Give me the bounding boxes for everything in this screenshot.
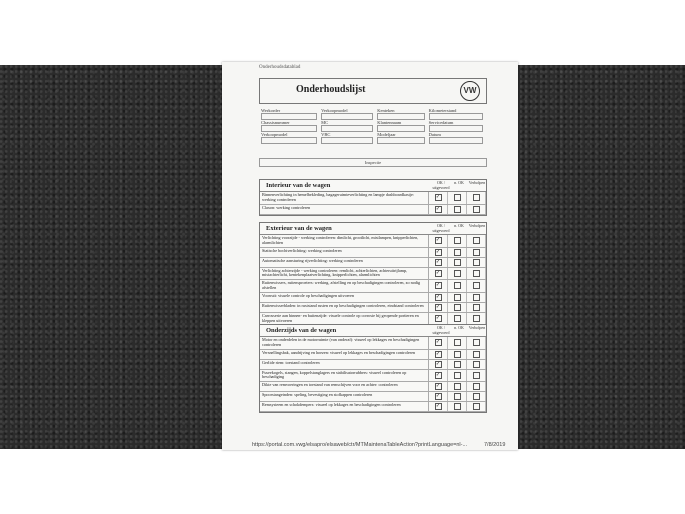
nok-checkbox[interactable] [454, 372, 461, 379]
check-label: Spoorstangeinden: speling, bevestiging en stofkappen controleren [260, 392, 429, 401]
verholpen-checkbox[interactable] [473, 206, 480, 213]
check-label: Binnenverlichting in hemelbekleding, bagageruimteverlichting en lampje dashboardkastje: werking controleren [260, 192, 429, 204]
check-row [260, 337, 486, 350]
info-label: Kenteken [377, 108, 395, 113]
nok-checkbox[interactable] [454, 383, 461, 390]
nok-checkbox[interactable] [454, 361, 461, 368]
nok-checkbox[interactable] [454, 237, 461, 244]
info-value-box [429, 125, 483, 132]
col-ok: OK / uitgevoerd [432, 223, 450, 233]
info-value-box [429, 137, 483, 144]
ok-checkbox[interactable]: ✓ [435, 350, 441, 357]
check-row [260, 370, 486, 383]
verholpen-checkbox[interactable] [473, 304, 480, 311]
ok-checkbox[interactable]: ✓ [435, 315, 441, 322]
check-label: Verlichting achterzijde - werking controleren: remlicht, achterlichten, achteruitrijlamp, mistachterlicht, kentekenplaatverlichting, knipperlichten, alarmlichten [260, 268, 429, 280]
check-row [260, 382, 486, 392]
check-row [260, 402, 486, 412]
check-row [260, 248, 486, 258]
info-value-box [321, 113, 373, 120]
ok-checkbox[interactable]: ✓ [435, 258, 441, 265]
info-label: Chassisnummer [261, 120, 290, 125]
ok-checkbox[interactable]: ✓ [435, 293, 441, 300]
nok-checkbox[interactable] [454, 403, 461, 410]
col-ok: OK / uitgevoerd [432, 180, 450, 190]
verholpen-checkbox[interactable] [473, 282, 480, 289]
check-row [260, 350, 486, 360]
verholpen-checkbox[interactable] [473, 315, 480, 322]
col-ok: OK / uitgevoerd [432, 325, 450, 335]
info-value-box [377, 125, 424, 132]
info-label: MC [321, 120, 329, 125]
info-value-box [261, 125, 317, 132]
check-label: Remsysteem en schokdempers: visueel op lekkages en beschadigingen controleren [260, 402, 429, 411]
col-verholpen: Verholpen [468, 223, 486, 228]
info-label: Modeljaar [377, 132, 396, 137]
check-label: Voorruit: visuele controle op beschadigingen uitvoeren [260, 293, 429, 302]
nok-checkbox[interactable] [454, 206, 461, 213]
nok-checkbox[interactable] [454, 282, 461, 289]
check-row [260, 235, 486, 248]
ok-checkbox[interactable]: ✓ [435, 282, 441, 289]
nok-checkbox[interactable] [454, 270, 461, 277]
check-label: Automatische aansturing rijverlichting: werking controleren [260, 258, 429, 267]
check-label: Motor en onderdelen in de motorruimte (van onderaf): visueel op lekkages en beschadigingen controleren [260, 337, 429, 349]
check-label: Claxon: werking controleren [260, 205, 429, 214]
ok-checkbox[interactable]: ✓ [435, 237, 441, 244]
nok-checkbox[interactable] [454, 351, 461, 358]
ok-checkbox[interactable]: ✓ [435, 360, 441, 367]
info-label: Verkoopmodel [261, 132, 288, 137]
verholpen-checkbox[interactable] [473, 294, 480, 301]
ok-checkbox[interactable]: ✓ [435, 269, 441, 276]
ok-checkbox[interactable]: ✓ [435, 339, 441, 346]
check-row [260, 360, 486, 370]
check-row [260, 392, 486, 402]
verholpen-checkbox[interactable] [473, 259, 480, 266]
ok-checkbox[interactable]: ✓ [435, 383, 441, 390]
info-label: Klantennaam [377, 120, 402, 125]
section-title: Onderzijds van de wagen [266, 327, 337, 334]
info-value-box [261, 113, 317, 120]
check-label: Ruitenwissers, ruitensproeiers: werking, afstelling en op beschadigingen controleren, zo nodig afstellen [260, 280, 429, 292]
info-label: Datum [428, 132, 441, 137]
check-row [260, 303, 486, 313]
verholpen-checkbox[interactable] [473, 372, 480, 379]
info-label: Werkorder [261, 108, 281, 113]
maintenance-sheet [222, 62, 518, 450]
sheet-header-note: Onderhoudsdatablad [259, 65, 301, 70]
check-row [260, 268, 486, 281]
ok-checkbox[interactable]: ✓ [435, 303, 441, 310]
section-0 [259, 179, 487, 216]
nok-checkbox[interactable] [454, 393, 461, 400]
nok-checkbox[interactable] [454, 194, 461, 201]
verholpen-checkbox[interactable] [473, 237, 480, 244]
info-value-box [377, 137, 424, 144]
verholpen-checkbox[interactable] [473, 351, 480, 358]
verholpen-checkbox[interactable] [473, 393, 480, 400]
section-title: Exterieur van de wagen [266, 225, 332, 232]
ok-checkbox[interactable]: ✓ [435, 371, 441, 378]
check-label: Verlichting voorzijde - werking controleren: dimlicht, grootlicht, mistlampen, knipperlichten, alarmlichten [260, 235, 429, 247]
verholpen-checkbox[interactable] [473, 339, 480, 346]
info-label: Kilometerstand [428, 108, 457, 113]
info-label: VBC [321, 132, 331, 137]
info-value-box [261, 137, 317, 144]
check-label: Gerlide riem: toestand controleren [260, 360, 429, 369]
ok-checkbox[interactable]: ✓ [435, 248, 441, 255]
ok-checkbox[interactable]: ✓ [435, 393, 441, 400]
footer-url: https://portal.com.vwg/elsapro/elsaweb/ctr/MTMaintenaTableAction?printLanguage=nl-... [252, 442, 468, 448]
col-nok: n. OK [454, 223, 464, 228]
col-verholpen: Verholpen [468, 180, 486, 185]
check-label: Carrosserie aan binnen- en buitenzijde: visuele controle op corrosie bij geopende portieren en kleppen uitvoeren [260, 313, 429, 325]
check-row [260, 258, 486, 268]
col-nok: n. OK [454, 325, 464, 330]
ok-checkbox[interactable]: ✓ [435, 205, 441, 212]
info-label: Servicedatum [428, 120, 454, 125]
vw-logo-icon: VW [460, 81, 480, 101]
nok-checkbox[interactable] [454, 315, 461, 322]
info-value-box [377, 113, 424, 120]
check-label: Dikte van remvoeringen en toestand van remschijven voor en achter: controleren [260, 382, 429, 391]
check-label: Statische bochtverlichting: werking controleren [260, 248, 429, 257]
section-1 [259, 222, 487, 326]
nok-checkbox[interactable] [454, 339, 461, 346]
check-label: Versnellingsbak, aandrijving en hoezen: visueel op lekkages en beschadigingen controleren [260, 350, 429, 359]
section-2 [259, 324, 487, 413]
col-nok: n. OK [454, 180, 464, 185]
nok-checkbox[interactable] [454, 259, 461, 266]
nok-checkbox[interactable] [454, 249, 461, 256]
check-row [260, 192, 486, 205]
ok-checkbox[interactable]: ✓ [435, 403, 441, 410]
info-label: Verkoopmodel [321, 108, 348, 113]
vehicle-info [259, 108, 485, 144]
check-row [260, 205, 486, 215]
print-footer [252, 442, 506, 448]
verholpen-checkbox[interactable] [473, 249, 480, 256]
info-value-box [321, 125, 373, 132]
sheet-title: Onderhoudslijst [296, 84, 366, 95]
ok-checkbox[interactable]: ✓ [435, 194, 441, 201]
verholpen-checkbox[interactable] [473, 270, 480, 277]
check-label: Ruitenwisserbladen: in ruststand rusten en op beschadigingen controleren, eindstand controleren [260, 303, 429, 312]
verholpen-checkbox[interactable] [473, 194, 480, 201]
check-label: Fuseekogels, stangen, koppelstanglagers en stabilisatorrubbers: visueel controleren op beschadiging [260, 370, 429, 382]
verholpen-checkbox[interactable] [473, 403, 480, 410]
verholpen-checkbox[interactable] [473, 361, 480, 368]
info-value-box [429, 113, 483, 120]
info-value-box [321, 137, 373, 144]
footer-date: 7/8/2019 [484, 442, 506, 448]
section-title: Interieur van de wagen [266, 182, 331, 189]
verholpen-checkbox[interactable] [473, 383, 480, 390]
title-box [259, 78, 487, 104]
inspection-label: Inspectie [259, 158, 487, 167]
check-row [260, 280, 486, 293]
check-row [260, 293, 486, 303]
nok-checkbox[interactable] [454, 304, 461, 311]
col-verholpen: Verholpen [468, 325, 486, 330]
nok-checkbox[interactable] [454, 294, 461, 301]
